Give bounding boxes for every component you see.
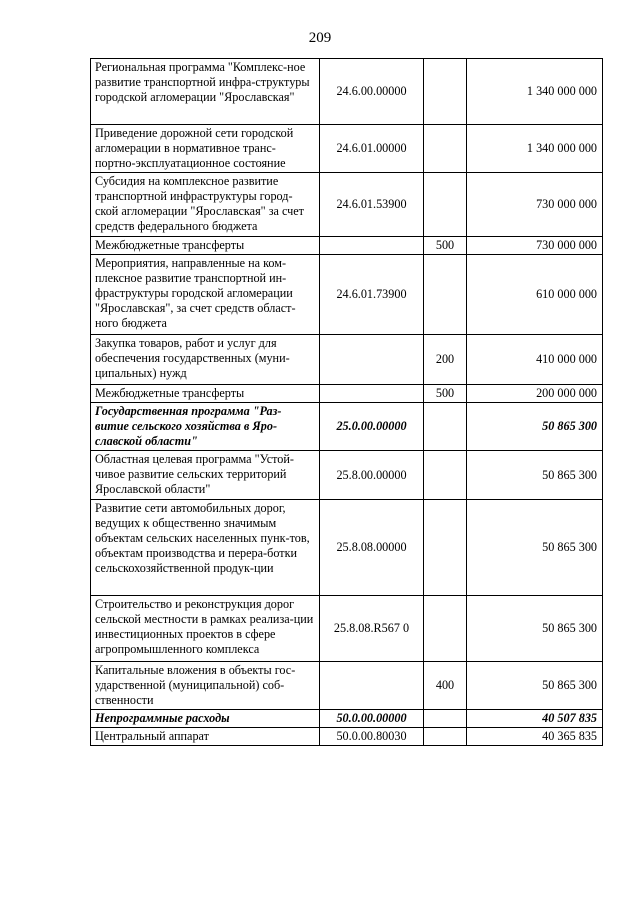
row-expense-type-cell: 500 xyxy=(424,385,467,403)
row-name-cell: Закупка товаров, работ и услуг для обеспечения государственных (муни-ципальных) нужд xyxy=(91,335,320,385)
row-code-cell: 24.6.01.53900 xyxy=(320,173,424,237)
budget-table xyxy=(90,58,603,746)
row-name-cell: Строительство и реконструкция дорог сельской местности в рамках реализа-ции инвестиционных проектов в сфере агропромышленного комплекса xyxy=(91,596,320,662)
row-amount-cell: 200 000 000 xyxy=(467,385,603,403)
row-code-cell: 25.8.00.00000 xyxy=(320,451,424,500)
row-code-cell: 50.0.00.00000 xyxy=(320,710,424,728)
row-expense-type-cell xyxy=(424,173,467,237)
table-row xyxy=(91,662,603,710)
row-name-cell: Центральный аппарат xyxy=(91,728,320,746)
row-name-cell: Мероприятия, направленные на ком-плексное развитие транспортной ин-фраструктуры городской агломерации "Ярославская", за счет средств област-ного бюджета xyxy=(91,255,320,335)
row-name-cell: Региональная программа "Комплекс-ное развитие транспортной инфра-структуры городской агломерации "Ярославская" xyxy=(91,59,320,125)
row-code-cell: 25.8.08.R567 0 xyxy=(320,596,424,662)
row-code-cell: 50.0.00.80030 xyxy=(320,728,424,746)
table-row xyxy=(91,125,603,173)
row-expense-type-cell xyxy=(424,710,467,728)
row-amount-cell: 50 865 300 xyxy=(467,662,603,710)
row-expense-type-cell xyxy=(424,596,467,662)
row-expense-type-cell xyxy=(424,500,467,596)
row-amount-cell: 40 507 835 xyxy=(467,710,603,728)
table-row xyxy=(91,710,603,728)
row-code-cell: 25.0.00.00000 xyxy=(320,403,424,451)
row-name-cell: Межбюджетные трансферты xyxy=(91,237,320,255)
table-row xyxy=(91,335,603,385)
row-name-cell: Областная целевая программа "Устой-чивое развитие сельских территорий Ярославской области" xyxy=(91,451,320,500)
row-expense-type-cell: 200 xyxy=(424,335,467,385)
budget-table-body xyxy=(91,59,603,746)
table-row xyxy=(91,237,603,255)
row-code-cell: 25.8.08.00000 xyxy=(320,500,424,596)
row-expense-type-cell xyxy=(424,728,467,746)
row-name-cell: Капитальные вложения в объекты гос-ударственной (муниципальной) соб-ственности xyxy=(91,662,320,710)
row-code-cell xyxy=(320,237,424,255)
table-row xyxy=(91,173,603,237)
table-row xyxy=(91,59,603,125)
row-amount-cell: 410 000 000 xyxy=(467,335,603,385)
table-row xyxy=(91,255,603,335)
row-amount-cell: 50 865 300 xyxy=(467,451,603,500)
row-name-cell: Субсидия на комплексное развитие транспортной инфраструктуры город-ской агломерации "Ярославская" за счет средств федерального бюджета xyxy=(91,173,320,237)
table-row xyxy=(91,500,603,596)
row-code-cell xyxy=(320,662,424,710)
row-code-cell xyxy=(320,385,424,403)
table-row xyxy=(91,403,603,451)
row-amount-cell: 730 000 000 xyxy=(467,173,603,237)
row-code-cell: 24.6.01.00000 xyxy=(320,125,424,173)
table-row xyxy=(91,451,603,500)
row-code-cell: 24.6.01.73900 xyxy=(320,255,424,335)
row-name-cell: Приведение дорожной сети городской агломерации в нормативное транс-портно-эксплуатационное состояние xyxy=(91,125,320,173)
row-amount-cell: 50 865 300 xyxy=(467,596,603,662)
table-row xyxy=(91,596,603,662)
row-expense-type-cell xyxy=(424,403,467,451)
row-code-cell: 24.6.00.00000 xyxy=(320,59,424,125)
row-amount-cell: 610 000 000 xyxy=(467,255,603,335)
row-expense-type-cell xyxy=(424,59,467,125)
page-number: 209 xyxy=(308,30,332,46)
row-name-cell: Межбюджетные трансферты xyxy=(91,385,320,403)
row-expense-type-cell xyxy=(424,255,467,335)
row-amount-cell: 50 865 300 xyxy=(467,500,603,596)
row-amount-cell: 730 000 000 xyxy=(467,237,603,255)
row-name-cell: Развитие сети автомобильных дорог, ведущих к общественно значимым объектам сельских населенных пунк-тов, объектам производства и перера-ботки сельскохозяйственной продук-ции xyxy=(91,500,320,596)
row-expense-type-cell xyxy=(424,125,467,173)
row-expense-type-cell xyxy=(424,451,467,500)
row-expense-type-cell: 500 xyxy=(424,237,467,255)
row-name-cell: Государственная программа "Раз-витие сельского хозяйства в Яро-славской области" xyxy=(91,403,320,451)
row-amount-cell: 40 365 835 xyxy=(467,728,603,746)
row-amount-cell: 1 340 000 000 xyxy=(467,125,603,173)
row-expense-type-cell: 400 xyxy=(424,662,467,710)
table-row xyxy=(91,385,603,403)
row-code-cell xyxy=(320,335,424,385)
row-amount-cell: 50 865 300 xyxy=(467,403,603,451)
table-row xyxy=(91,728,603,746)
row-name-cell: Непрограммные расходы xyxy=(91,710,320,728)
row-amount-cell: 1 340 000 000 xyxy=(467,59,603,125)
